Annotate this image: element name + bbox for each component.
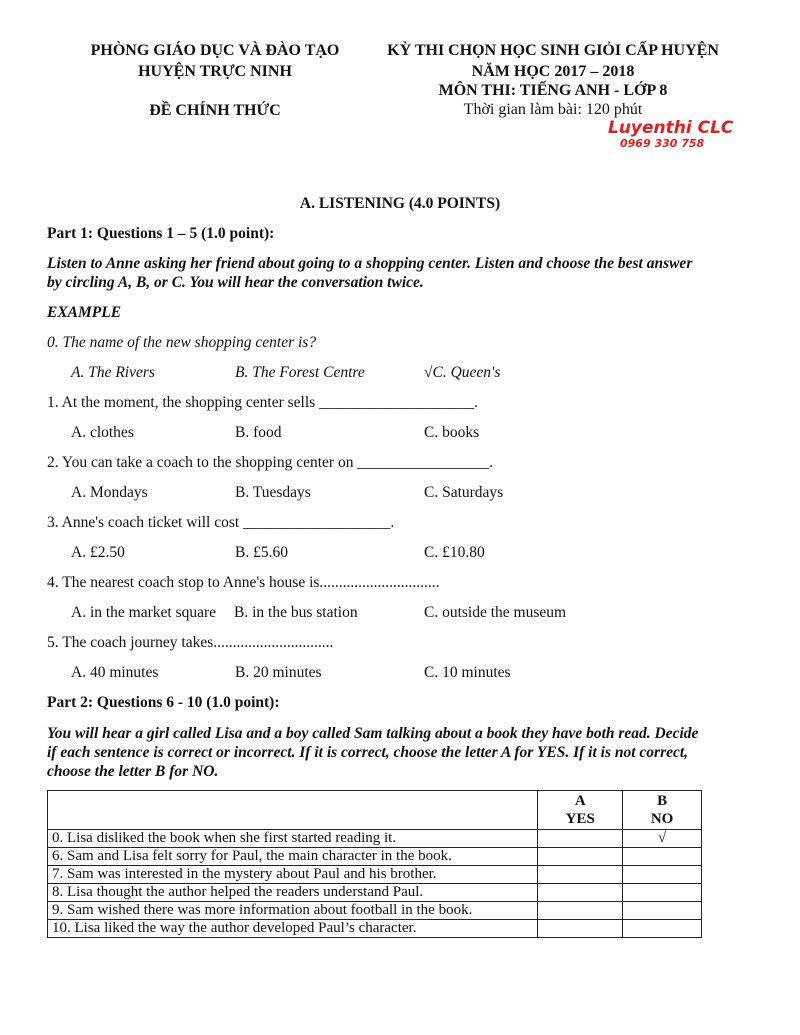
yes-answer-cell[interactable] (538, 902, 623, 920)
table-row (48, 920, 702, 938)
question-2: 2. You can take a coach to the shopping center on _________________. (47, 454, 493, 471)
stamp-phone: 0969 330 758 (620, 137, 705, 150)
yes-answer-cell[interactable] (538, 866, 623, 884)
question-5: 5. The coach journey takes............................... (47, 634, 334, 651)
header-no-word: NO (650, 811, 674, 827)
part2-instruction-line3: choose the letter B for NO. (47, 763, 219, 780)
part2-title: Part 2: Questions 6 - 10 (1.0 point): (47, 694, 280, 711)
no-answer-cell[interactable] (623, 920, 702, 938)
example-question: 0. The name of the new shopping center is? (47, 334, 317, 351)
q1-option-a: A. clothes (71, 424, 134, 441)
statement-cell: 8. Lisa thought the author helped the readers understand Paul. (48, 884, 538, 902)
table-row (48, 884, 702, 902)
q3-option-b: B. £5.60 (235, 544, 288, 561)
table-row (48, 830, 702, 848)
statement-cell: 10. Lisa liked the way the author developed Paul’s character. (48, 920, 538, 938)
statement-cell: 6. Sam and Lisa felt sorry for Paul, the main character in the book. (48, 848, 538, 866)
district-name: HUYỆN TRỰC NINH (138, 63, 292, 80)
stamp-logo: Luyenthi CLC (608, 118, 734, 138)
q1-option-b: B. food (235, 424, 282, 441)
header-b-letter: B (657, 793, 668, 809)
header-statement-cell (48, 791, 538, 830)
q2-option-a: A. Mondays (71, 484, 148, 501)
table-row (48, 902, 702, 920)
table-row (48, 866, 702, 884)
question-4: 4. The nearest coach stop to Anne's house is............................... (47, 574, 440, 591)
header-yes-word: YES (565, 811, 595, 827)
q3-option-a: A. £2.50 (71, 544, 125, 561)
header-no-cell (623, 791, 702, 830)
exam-title: KỲ THI CHỌN HỌC SINH GIỎI CẤP HUYỆN (387, 42, 719, 59)
statement-cell: 7. Sam was interested in the mystery about Paul and his brother. (48, 866, 538, 884)
q5-option-b: B. 20 minutes (235, 664, 322, 681)
q4-option-a: A. in the market square (71, 604, 217, 621)
question-1: 1. At the moment, the shopping center sells ____________________. (47, 394, 478, 411)
statement-cell: 0. Lisa disliked the book when she first started reading it. (48, 830, 538, 848)
subject-line: MÔN THI: TIẾNG ANH - LỚP 8 (438, 82, 668, 99)
section-title: A. LISTENING (4.0 POINTS) (299, 195, 501, 212)
header-a-letter: A (574, 793, 586, 809)
department-name: PHÒNG GIÁO DỤC VÀ ĐÀO TẠO (90, 42, 340, 59)
no-answer-cell[interactable] (623, 884, 702, 902)
yes-answer-cell[interactable] (538, 884, 623, 902)
yes-no-table (47, 790, 702, 938)
no-answer-cell[interactable]: √ (623, 830, 702, 848)
no-answer-cell[interactable] (623, 866, 702, 884)
q5-option-c: C. 10 minutes (424, 664, 511, 681)
q4-option-c: C. outside the museum (424, 604, 567, 621)
part1-instruction-line1: Listen to Anne asking her friend about going to a shopping center. Listen and choose the best answer (47, 255, 693, 272)
example-option-c: √C. Queen's (424, 364, 501, 381)
part1-title: Part 1: Questions 1 – 5 (1.0 point): (47, 225, 275, 242)
school-year: NĂM HỌC 2017 – 2018 (471, 63, 635, 80)
part1-instruction-line2: by circling A, B, or C. You will hear the conversation twice. (47, 274, 424, 291)
yes-answer-cell[interactable] (538, 920, 623, 938)
official-label: ĐỀ CHÍNH THỨC (149, 102, 281, 119)
example-label: EXAMPLE (47, 304, 122, 321)
q1-option-c: C. books (424, 424, 480, 441)
statement-cell: 9. Sam wished there was more information about football in the book. (48, 902, 538, 920)
q4-option-b: B. in the bus station (234, 604, 358, 621)
part2-instruction-line1: You will hear a girl called Lisa and a boy called Sam talking about a book they have both read. Decide (47, 725, 699, 742)
q2-option-b: B. Tuesdays (235, 484, 311, 501)
time-allowed: Thời gian làm bài: 120 phút (463, 101, 643, 118)
header-yes-cell (538, 791, 623, 830)
q5-option-a: A. 40 minutes (71, 664, 159, 681)
example-option-b: B. The Forest Centre (235, 364, 365, 381)
yes-answer-cell[interactable] (538, 830, 623, 848)
no-answer-cell[interactable] (623, 902, 702, 920)
question-3: 3. Anne's coach ticket will cost ___________________. (47, 514, 395, 531)
yes-answer-cell[interactable] (538, 848, 623, 866)
example-option-a: A. The Rivers (71, 364, 155, 381)
part2-instruction-line2: if each sentence is correct or incorrect. If it is correct, choose the letter A for YES. If it is not correct, (47, 744, 689, 761)
table-row (48, 848, 702, 866)
q3-option-c: C. £10.80 (424, 544, 485, 561)
no-answer-cell[interactable] (623, 848, 702, 866)
table-header-row (48, 791, 702, 830)
q2-option-c: C. Saturdays (424, 484, 504, 501)
